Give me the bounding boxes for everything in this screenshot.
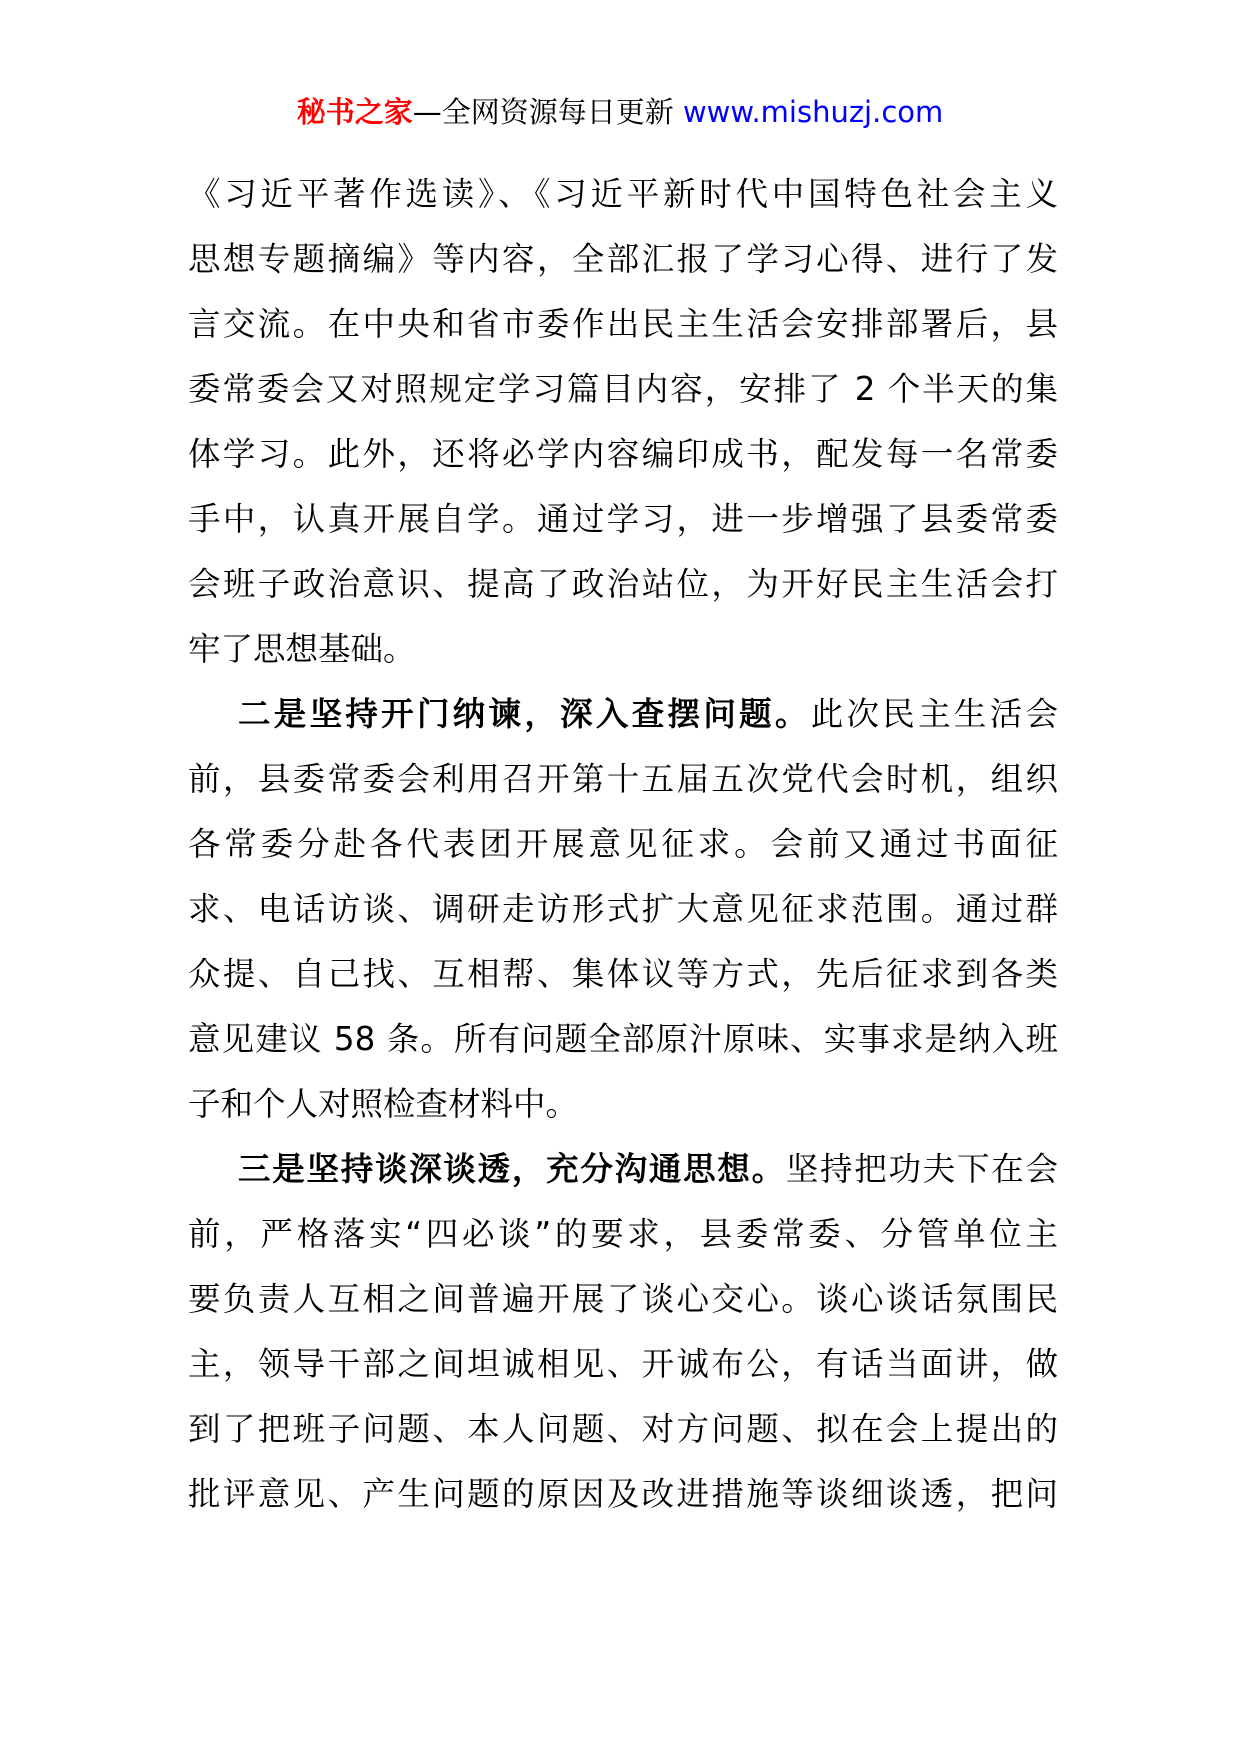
text-line: 会班子政治意识、提高了政治站位，为开好民主生活会打	[188, 565, 1058, 603]
site-header	[0, 92, 1240, 132]
paragraph-heading: 三是坚持谈深谈透，充分沟通思想。	[238, 1150, 786, 1188]
text-line: 批评意见、产生问题的原因及改进措施等谈细谈透，把问	[188, 1475, 1058, 1513]
text-line: 前，县委常委会利用召开第十五届五次党代会时机，组织	[188, 760, 1058, 798]
text-line: 意见建议 58 条。所有问题全部原汁原味、实事求是纳入班	[188, 1020, 1058, 1058]
text-line: 前，严格落实“四必谈”的要求，县委常委、分管单位主	[188, 1215, 1058, 1253]
text-line: 体学习。此外，还将必学内容编印成书，配发每一名常委	[188, 435, 1058, 473]
text-line: 求、电话访谈、调研走访形式扩大意见征求范围。通过群	[188, 890, 1058, 928]
site-brand: 秘书之家	[296, 95, 413, 129]
site-tagline: —全网资源每日更新	[412, 95, 674, 129]
text-line: 思想专题摘编》等内容，全部汇报了学习心得、进行了发	[188, 240, 1058, 278]
text-line: 到了把班子问题、本人问题、对方问题、拟在会上提出的	[188, 1410, 1058, 1448]
text-line: 要负责人互相之间普遍开展了谈心交心。谈心谈话氛围民	[188, 1280, 1058, 1318]
text-line: 子和个人对照检查材料中。	[188, 1085, 579, 1123]
text-line: 委常委会又对照规定学习篇目内容，安排了 2 个半天的集	[188, 370, 1058, 408]
text-line: 《习近平著作选读》、《习近平新时代中国特色社会主义	[188, 175, 1058, 213]
text-line: 各常委分赴各代表团开展意见征求。会前又通过书面征	[188, 825, 1058, 863]
document-body	[188, 162, 1058, 1527]
text-line: 主，领导干部之间坦诚相见、开诚布公，有话当面讲，做	[188, 1345, 1058, 1383]
text-line: 众提、自己找、互相帮、集体议等方式，先后征求到各类	[188, 955, 1058, 993]
paragraph-heading: 二是坚持开门纳谏，深入查摆问题。	[238, 695, 811, 733]
site-url-link[interactable]: www.mishuzj.com	[682, 95, 944, 129]
paragraph-heading-line: 二是坚持开门纳谏，深入查摆问题。此次民主生活会	[238, 695, 1058, 733]
text-line: 牢了思想基础。	[188, 630, 416, 668]
text-line: 手中，认真开展自学。通过学习，进一步增强了县委常委	[188, 500, 1058, 538]
paragraph-heading-line: 三是坚持谈深谈透，充分沟通思想。坚持把功夫下在会	[238, 1150, 1058, 1188]
text-line: 言交流。在中央和省市委作出民主生活会安排部署后，县	[188, 305, 1058, 343]
